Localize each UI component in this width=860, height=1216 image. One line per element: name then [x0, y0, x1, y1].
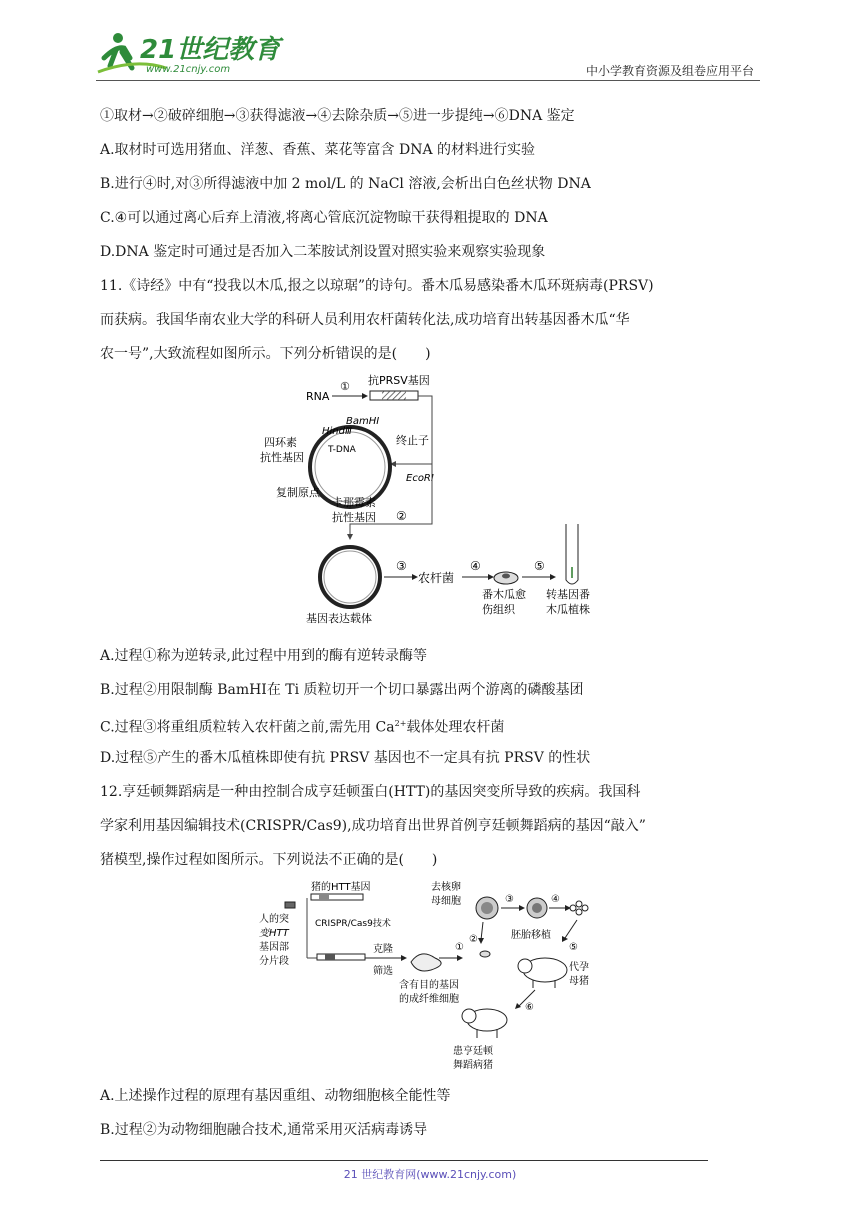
agrobacterium-label: 农杆菌 — [418, 571, 455, 585]
surrogate-label-2: 母猪 — [569, 976, 589, 987]
s6-label: ⑥ — [525, 1002, 534, 1013]
early-embryo — [570, 901, 588, 915]
pig-gene-bar — [311, 894, 363, 900]
plant-label-2: 木瓜植株 — [546, 603, 590, 616]
expression-vector — [320, 547, 380, 607]
human-label-2: 变HTT — [259, 928, 289, 939]
sick-pig-icon — [462, 1009, 507, 1038]
tet-label-1: 四环素 — [264, 436, 297, 449]
embryo-transfer-label: 胚胎移植 — [511, 930, 551, 941]
header-slogan: 中小学教育资源及组卷应用平台 — [585, 64, 754, 78]
rna-label: RNA — [306, 390, 330, 403]
q11-option-c — [100, 714, 504, 738]
s5-label: ⑤ — [569, 942, 578, 953]
vector-label: 基因表达载体 — [306, 612, 372, 625]
logo-text: 21世纪教育 — [140, 35, 281, 65]
q11-stem-line3: 农一号”,大致流程如图所示。下列分析错误的是( ) — [100, 346, 431, 362]
edited-gene-bar — [317, 954, 365, 960]
human-fragment-bar — [285, 902, 295, 908]
step2-label: ② — [396, 509, 407, 523]
q12-figure — [255, 878, 615, 1078]
oocyte-label-1: 去核卵 — [431, 882, 461, 893]
gene-label: 抗PRSV基因 — [368, 374, 430, 387]
s3-label: ③ — [505, 894, 514, 905]
page-header — [96, 28, 760, 80]
sick-label-1: 患亨廷顿 — [453, 1046, 493, 1057]
clone-label-1: 克隆 — [373, 944, 393, 955]
q11-option-a: A.过程①称为逆转录,此过程中用到的酶有逆转录酶等 — [100, 648, 428, 664]
hindiii-label: HindⅢ — [322, 426, 352, 437]
ecori-label: EcoRⅠ — [406, 473, 434, 484]
s1-label: ① — [455, 942, 464, 953]
q12-stem-line3: 猪模型,操作过程如图所示。下列说法不正确的是( ) — [100, 852, 438, 868]
q10-steps: ①取材→②破碎细胞→③获得滤液→④去除杂质→⑤进一步提纯→⑥DNA 鉴定 — [100, 108, 575, 124]
q11-option-c-post: 载体处理农杆菌 — [406, 719, 505, 736]
clone-label-2: 筛选 — [373, 966, 393, 977]
q11-option-c-sup: 2+ — [394, 719, 407, 728]
surrogate-pig-icon — [518, 958, 567, 988]
sick-label-2: 舞蹈病猪 — [453, 1060, 493, 1071]
header-divider — [96, 80, 760, 81]
s4-label: ④ — [551, 894, 560, 905]
q11-option-c-pre: C.过程③将重组质粒转入农杆菌之前,需先用 Ca — [100, 719, 395, 736]
ori-label: 复制原点 — [276, 486, 320, 499]
q11-stem-line2: 而获病。我国华南农业大学的科研人员利用农杆菌转化法,成功培育出转基因番木瓜“华 — [100, 312, 630, 328]
q10-option-c: C.④可以通过离心后弃上清液,将离心管底沉淀物晾干获得粗提取的 DNA — [100, 210, 548, 226]
oocyte-label-2: 母细胞 — [431, 896, 461, 907]
fibroblast-cell — [411, 954, 441, 971]
q11-stem-line1: 11.《诗经》中有“投我以木瓜,报之以琼琚”的诗句。番木瓜易感染番木瓜环斑病毒(PRSV) — [100, 278, 654, 294]
q12-option-b: B.过程②为动物细胞融合技术,通常采用灭活病毒诱导 — [100, 1122, 428, 1138]
q12-option-a: A.上述操作过程的原理有基因重组、动物细胞核全能性等 — [100, 1088, 451, 1104]
q10-option-d: D.DNA 鉴定时可通过是否加入二苯胺试剂设置对照实验来观察实验现象 — [100, 244, 546, 260]
tet-label-2: 抗性基因 — [260, 451, 304, 464]
cell-label-1: 含有目的基因 — [399, 980, 459, 991]
q11-option-d: D.过程⑤产生的番木瓜植株即使有抗 PRSV 基因也不一定具有抗 PRSV 的性状 — [100, 750, 591, 766]
q12-stem-line1: 12.亨廷顿舞蹈病是一种由控制合成亨廷顿蛋白(HTT)的基因突变所导致的疾病。我国科 — [100, 784, 641, 800]
ti-plasmid — [310, 427, 390, 507]
logo-url: www.21cnjy.com — [146, 64, 231, 75]
terminator-label: 终止子 — [396, 434, 429, 447]
step4-label: ④ — [470, 559, 481, 573]
plant-label-1: 转基因番 — [546, 588, 590, 601]
tdna-label: T-DNA — [328, 445, 356, 455]
cell-label-2: 的成纤维细胞 — [399, 994, 459, 1005]
callus-label-2: 伤组织 — [482, 603, 515, 616]
kan-label-2: 抗性基因 — [332, 511, 376, 524]
q11-figure — [250, 372, 630, 637]
crispr-label: CRISPR/Cas9技术 — [315, 919, 391, 929]
human-label-4: 分片段 — [259, 956, 289, 967]
step1-label: ① — [340, 380, 350, 393]
bamhi-label: BamHⅠ — [346, 416, 380, 427]
surrogate-label-1: 代孕 — [569, 962, 589, 973]
callus-label-1: 番木瓜愈 — [482, 588, 526, 601]
page-footer: 21 世纪教育网(www.21cnjy.com) — [343, 1168, 517, 1181]
step3-label: ③ — [396, 559, 407, 573]
q10-option-a: A.取材时可选用猪血、洋葱、香蕉、菜花等富含 DNA 的材料进行实验 — [100, 142, 536, 158]
site-logo — [96, 28, 281, 78]
q10-option-b: B.进行④时,对③所得滤液中加 2 mol/L 的 NaCl 溶液,会析出白色丝状物 DNA — [100, 176, 591, 192]
q12-stem-line2: 学家利用基因编辑技术(CRISPR/Cas9),成功培育出世界首例亨廷顿舞蹈病的基因“敲入” — [100, 818, 646, 834]
step5-label: ⑤ — [534, 559, 545, 573]
kan-label-1: 卡那霉素 — [332, 496, 376, 509]
pig-gene-label: 猪的HTT基因 — [311, 882, 371, 893]
s2-label: ② — [469, 934, 478, 945]
footer-divider — [100, 1160, 708, 1161]
q11-option-b: B.过程②用限制酶 BamHⅠ在 Ti 质粒切开一个切口暴露出两个游离的磷酸基团 — [100, 682, 584, 698]
human-label-1: 人的突 — [259, 914, 289, 925]
human-label-3: 基因部 — [259, 942, 289, 953]
